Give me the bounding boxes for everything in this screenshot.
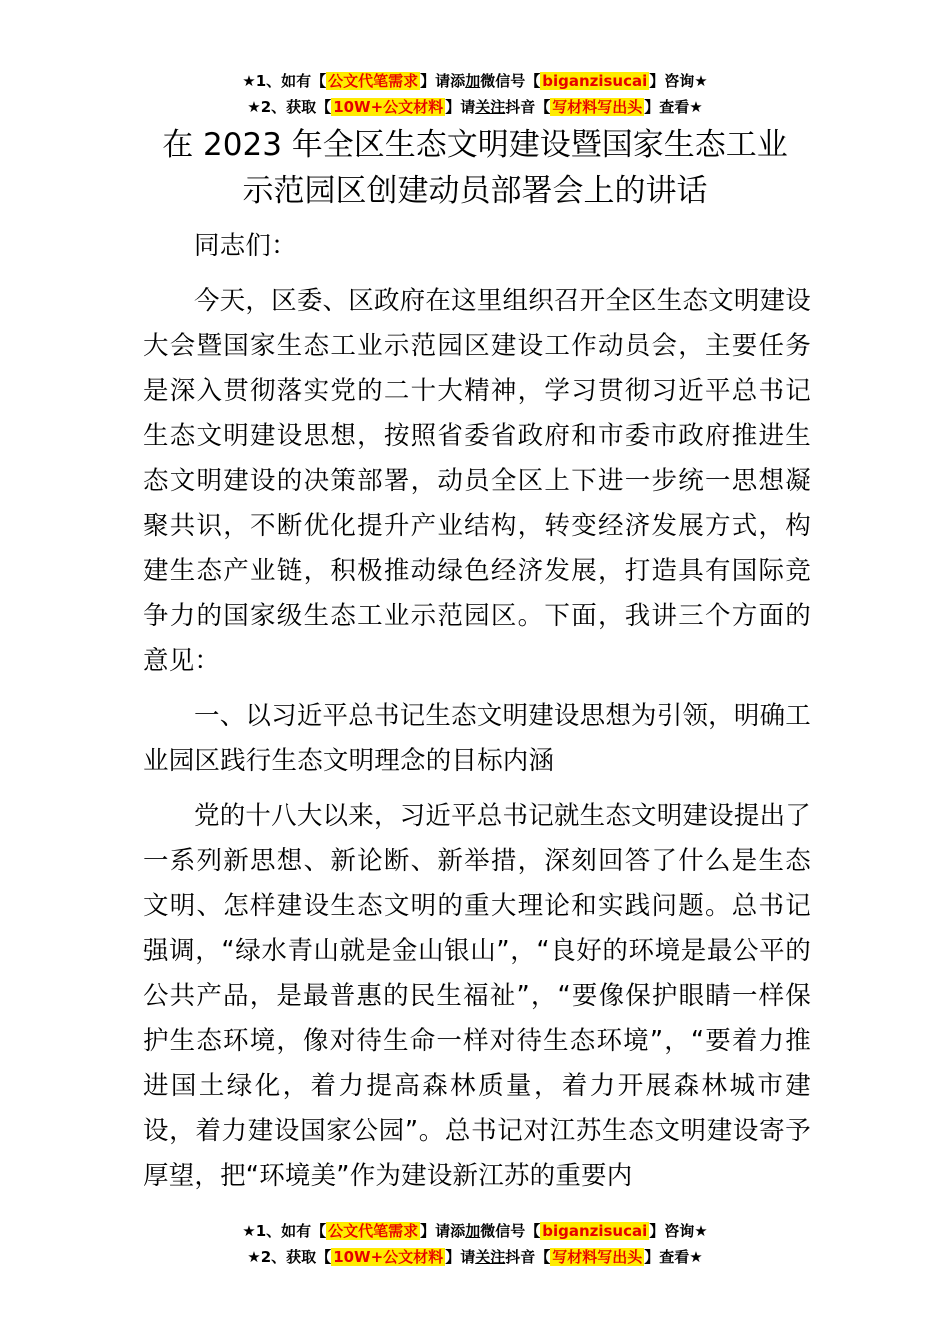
banner-text: 】请添 <box>420 72 466 90</box>
banner-line-1 <box>0 1218 950 1244</box>
banner-underlined-text: 关注 <box>475 98 506 116</box>
banner-underlined-text: 加 <box>465 1222 481 1240</box>
banner-highlight: 写材料写出头 <box>552 1248 643 1266</box>
bottom-banner <box>0 1218 950 1270</box>
document-body <box>143 224 811 1199</box>
banner-text: ★2、获取【 <box>247 1248 332 1266</box>
banner-line-2 <box>0 94 950 120</box>
banner-text: 抖音【 <box>505 1248 551 1266</box>
banner-highlight: 写材料写出头 <box>552 98 643 116</box>
banner-text: 】咨询★ <box>649 72 708 90</box>
banner-highlight: 公文代笔需求 <box>328 1222 419 1240</box>
banner-text: 微信号【 <box>480 72 541 90</box>
banner-highlight: 10W+公文材料 <box>333 98 444 116</box>
document-title <box>120 122 830 214</box>
banner-text: 微信号【 <box>480 1222 541 1240</box>
banner-text: 】请 <box>445 1248 476 1266</box>
title-line-1: 在 2023 年全区生态文明建设暨国家生态工业 <box>162 127 788 163</box>
title-line-2: 示范园区创建动员部署会上的讲话 <box>242 173 708 209</box>
banner-line-1 <box>0 68 950 94</box>
top-banner <box>0 68 950 120</box>
banner-text: ★2、获取【 <box>247 98 332 116</box>
banner-text: 】请 <box>445 98 476 116</box>
banner-underlined-text: 关注 <box>475 1248 506 1266</box>
banner-underlined-text: 加 <box>465 72 481 90</box>
banner-highlight: biganzisucai <box>542 1222 648 1240</box>
banner-text: 抖音【 <box>505 98 551 116</box>
paragraph-body: 党的十八大以来，习近平总书记就生态文明建设提出了一系列新思想、新论断、新举措，深刻回答了什么是生态文明、怎样建设生态文明的重大理论和实践问题。总书记强调，“绿水青山就是金山银山”，“良好的环境是最公平的公共产品，是最普惠的民生福祉”，“要像保护眼睛一样保护生态环境，像对待生命一样对待生态环境”，“要着力推进国土绿化，着力提高森林质量，着力开展森林城市建设，着力建设国家公园”。总书记对江苏生态文明建设寄予厚望，把“环境美”作为建设新江苏的重要内 <box>143 801 811 1191</box>
banner-line-2 <box>0 1244 950 1270</box>
salutation: 同志们： <box>194 231 297 261</box>
banner-highlight: 公文代笔需求 <box>328 72 419 90</box>
banner-text: 】查看★ <box>644 98 703 116</box>
banner-text: 】咨询★ <box>649 1222 708 1240</box>
banner-highlight: 10W+公文材料 <box>333 1248 444 1266</box>
banner-text: 】查看★ <box>644 1248 703 1266</box>
banner-text: ★1、如有【 <box>242 72 327 90</box>
banner-text: ★1、如有【 <box>242 1222 327 1240</box>
banner-highlight: biganzisucai <box>542 72 648 90</box>
banner-text: 】请添 <box>420 1222 466 1240</box>
section-heading: 一、以习近平总书记生态文明建设思想为引领，明确工业园区践行生态文明理念的目标内涵 <box>143 701 811 776</box>
paragraph-intro: 今天，区委、区政府在这里组织召开全区生态文明建设大会暨国家生态工业示范园区建设工作动员会，主要任务是深入贯彻落实党的二十大精神，学习贯彻习近平总书记生态文明建设思想，按照省委省政府和市委市政府推进生态文明建设的决策部署，动员全区上下进一步统一思想凝聚共识，不断优化提升产业结构，转变经济发展方式，构建生态产业链，积极推动绿色经济发展，打造具有国际竞争力的国家级生态工业示范园区。下面，我讲三个方面的意见： <box>143 286 811 676</box>
